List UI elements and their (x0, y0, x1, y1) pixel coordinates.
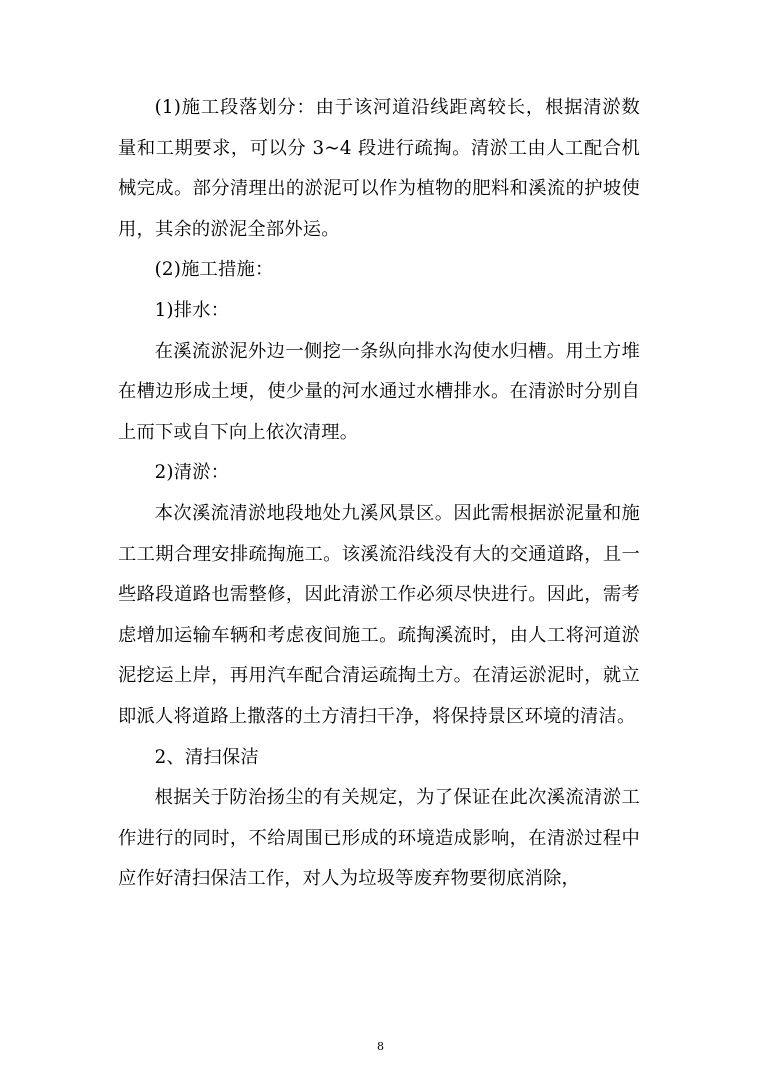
page-number: 8 (377, 1040, 384, 1053)
paragraph-cleaning-detail: 根据关于防治扬尘的有关规定，为了保证在此次溪流清淤工作进行的同时，不给周围已形成的环境造成影响，在清淤过程中应作好清扫保洁工作，对人为垃圾等废弃物要彻底消除， (118, 787, 640, 890)
paragraph-construction-sections: (1)施工段落划分：由于该河道沿线距离较长，根据清淤数量和工期要求，可以分 3~4 段进行疏掏。清淤工由人工配合机械完成。部分清理出的淤泥可以作为植物的肥料和溪流的护坡使用，其余的淤泥全部外运。 (118, 97, 640, 240)
document-body (118, 88, 640, 900)
paragraph-dredging-heading: 2)清淤： (154, 462, 230, 484)
paragraph-construction-measures-heading: (2)施工措施： (154, 259, 274, 281)
paragraph-dredging-detail: 本次溪流清淤地段地处九溪风景区。因此需根据淤泥量和施工工期合理安排疏掏施工。该溪流沿线没有大的交通道路，且一些路段道路也需整修，因此清淤工作必须尽快进行。因此，需考虑增加运输车辆和考虑夜间施工。疏掏溪流时，由人工将河道淤泥挖运上岸，再用汽车配合清运疏掏土方。在清运淤泥时，就立即派人将道路上撒落的土方清扫干净，将保持景区环境的清洁。 (118, 502, 640, 727)
paragraph-drainage-detail: 在溪流淤泥外边一侧挖一条纵向排水沟使水归槽。用土方堆在槽边形成土埂，使少量的河水通过水槽排水。在清淤时分别自上而下或自下向上依次清理。 (118, 340, 640, 443)
paragraph-drainage-heading: 1)排水： (154, 299, 230, 321)
paragraph-cleaning-heading: 2、清扫保洁 (154, 746, 259, 768)
